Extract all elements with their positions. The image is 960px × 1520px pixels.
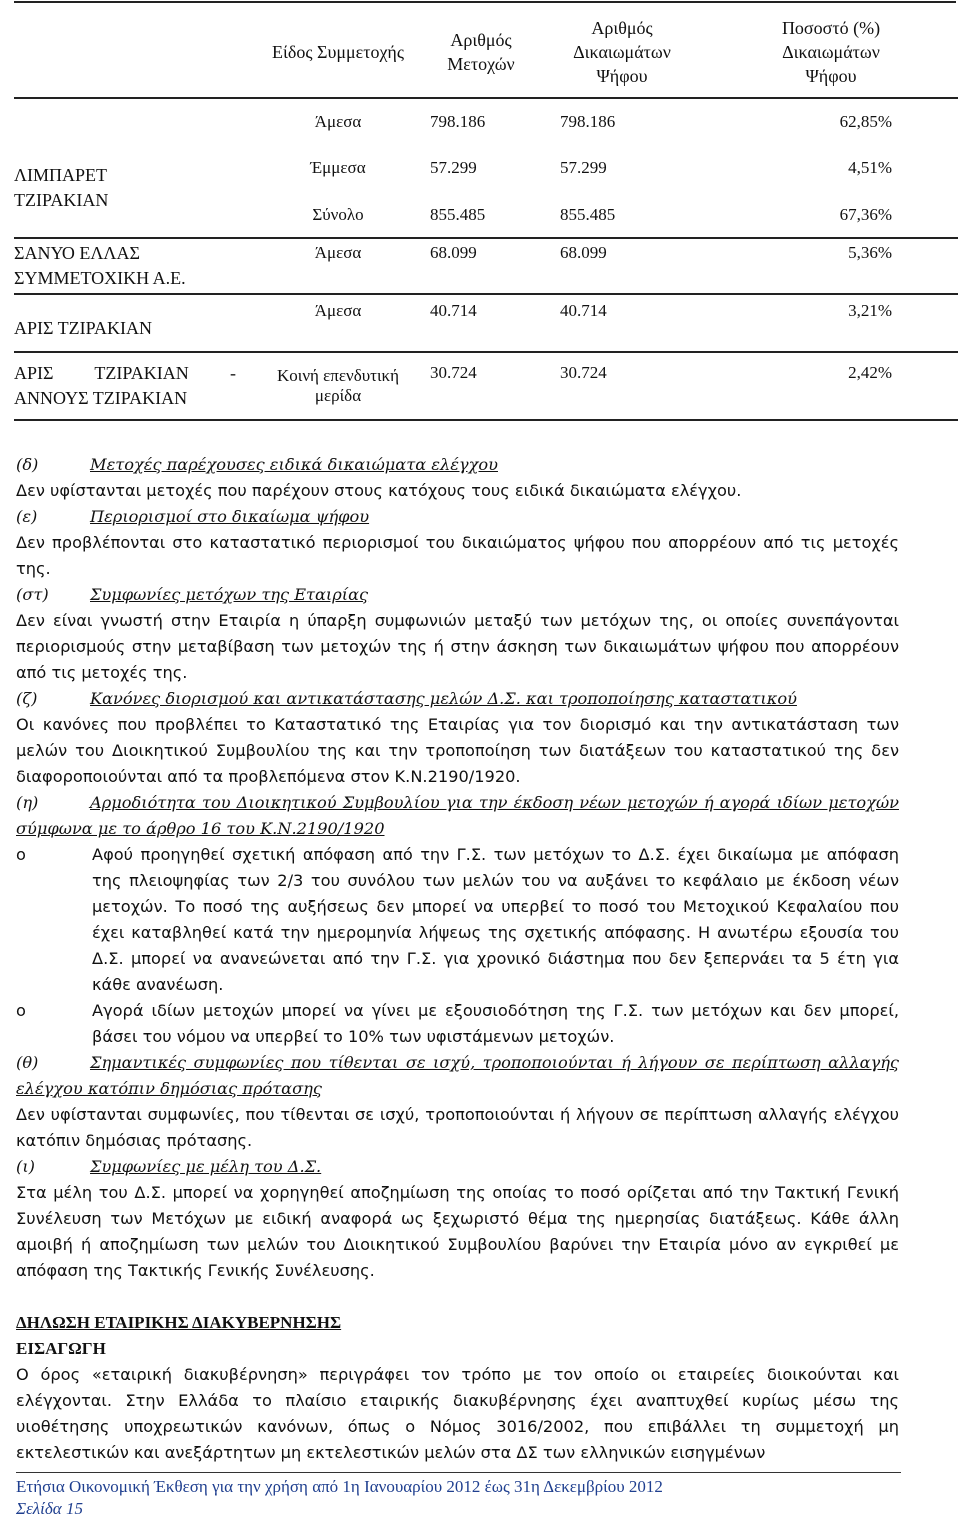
votes-value: 68.099	[560, 243, 607, 262]
document-body	[16, 452, 899, 1466]
votes-value: 57.299	[560, 158, 607, 177]
participation-type: Άμεσα	[314, 243, 362, 262]
votes-value: 855.485	[560, 204, 616, 224]
section-heading-st: (στ) Συμφωνίες μετόχων της Εταιρίας	[16, 585, 369, 604]
shareholders-table	[14, 6, 958, 421]
section-text-th: Δεν υφίστανται συμφωνίες, που τίθενται σε ισχύ, τροποποιούνται ή λήγουν σε περίπτωση αλλαγής ελέγχου κατόπιν δημόσιας πρότασης.	[16, 1105, 899, 1150]
percent-value: 4,51%	[848, 158, 892, 177]
section-heading-z: (ζ) Κανόνες διορισμού και αντικατάστασης μελών Δ.Σ. και τροποποίησης καταστατικού	[16, 689, 797, 708]
shares-value: 798.186	[430, 111, 486, 131]
section-text-st: Δεν είναι γνωστή στην Εταιρία η ύπαρξη συμφωνιών μεταξύ των μετόχων της, οι οποίες συνεπάγονται περιορισμούς στην μεταβίβαση των μετοχών της ή στην άσκηση των δικαιωμάτων ψήφου που απορρέουν από τις μετοχές της.	[16, 611, 899, 682]
percent-value: 3,21%	[848, 301, 892, 320]
section-heading-e: (ε) Περιορισμοί στο δικαίωμα ψήφου	[16, 507, 370, 526]
governance-title: ΔΗΛΩΣΗ ΕΤΑΙΡΙΚΗΣ ΔΙΑΚΥΒΕΡΝΗΣΗΣ	[16, 1313, 342, 1332]
bullet-marker: o	[16, 845, 26, 864]
section-text-e: Δεν προβλέπονται στο καταστατικό περιορισμοί του δικαιώματος ψήφου που απορρέουν από τις μετοχές της.	[16, 533, 899, 578]
table-row	[14, 98, 958, 144]
table-row	[14, 352, 958, 420]
page-footer	[16, 1476, 663, 1520]
bullet-marker: o	[16, 1001, 26, 1020]
governance-subtitle: ΕΙΣΑΓΩΓΗ	[16, 1339, 106, 1358]
percent-value: 62,85%	[839, 111, 892, 131]
section-text-d: Δεν υφίστανται μετοχές που παρέχουν στους κατόχους τους ειδικά δικαιώματα ελέγχου.	[16, 481, 742, 500]
section-heading-d: (δ) Μετοχές παρέχουσες ειδικά δικαιώματα ελέγχου	[16, 455, 498, 474]
footer-title: Ετήσια Οικονομική Έκθεση για την χρήση από 1η Ιανουαρίου 2012 έως 31η Δεκεμβρίου 2012	[16, 1477, 663, 1496]
header-voting-rights: Αριθμός Δικαιωμάτων Ψήφου	[573, 17, 671, 86]
list-item	[16, 998, 899, 1050]
holder-name: ΣΑΝΥΟ ΕΛΛΑΣ ΣΥΜΜΕΤΟΧΙΚΗ Α.Ε.	[14, 243, 186, 288]
votes-value: 30.724	[560, 363, 607, 382]
table-row	[14, 238, 958, 294]
shares-value: 30.724	[430, 363, 477, 382]
bullet-text: Αγορά ιδίων μετοχών μπορεί να γίνει με εξουσιοδότηση της Γ.Σ. των μετόχων και δεν μπορεί, βάσει του νόμου να υπερβεί το 10% των υφιστάμενων μετοχών.	[92, 1001, 899, 1046]
percent-value: 67,36%	[839, 204, 892, 224]
shares-value: 57.299	[430, 158, 477, 177]
header-participation-type: Είδος Συμμετοχής	[272, 41, 404, 62]
section-heading-th: (θ) Σημαντικές συμφωνίες που τίθενται σε ισχύ, τροποποιούνται ή λήγουν σε περίπτωση αλλαγής ελέγχου κατόπιν δημόσιας πρότασης	[16, 1053, 899, 1098]
holder-name: ΑΡΙΣ ΤΖΙΡΑΚΙΑΝ	[14, 317, 153, 338]
bullet-text: Αφού προηγηθεί σχετική απόφαση από την Γ.Σ. των μετόχων το Δ.Σ. έχει δικαίωμα με απόφαση της πλειοψηφίας των 2/3 του συνόλου των μελών του να αυξάνει το κεφάλαιο με έκδοση νέων μετοχών. Το ποσό της αυξήσεως δεν μπορεί να υπερβεί το ποσό του Μετοχικού Κεφαλαίου που έχει καταβληθεί κατά την ημερομηνία λήψεως της σχετικής απόφασης. Η ανωτέρω εξουσία του Δ.Σ. μπορεί να ανανεώνεται από την Γ.Σ. για χρονικό διάστημα που δεν ξεπερνάει τα 5 έτη για κάθε ανανέωση.	[92, 845, 899, 994]
governance-text: Ο όρος «εταιρική διακυβέρνηση» περιγράφει τον τρόπο με τον οποίο οι εταιρείες διοικούνται και ελέγχονται. Στην Ελλάδα το πλαίσιο εταιρικής διακυβέρνησης έχει αναπτυχθεί κυρίως μέσω της υιοθέτησης υποχρεωτικών κανόνων, όπως ο Νόμος 3016/2002, που επιβάλλει τη συμμετοχή μη εκτελεστικών και ανεξάρτητων μη εκτελεστικών μελών στα ΔΣ των ελληνικών εισηγμένων	[16, 1365, 899, 1462]
header-shares: Αριθμός Μετοχών	[447, 29, 515, 74]
participation-type: Κοινή επενδυτική μερίδα	[276, 366, 399, 405]
votes-value: 798.186	[560, 111, 616, 131]
percent-value: 2,42%	[848, 363, 892, 382]
table-row	[14, 294, 958, 352]
shares-value: 68.099	[430, 243, 477, 262]
section-heading-io: (ι) Συμφωνίες με μέλη του Δ.Σ.	[16, 1157, 322, 1176]
top-rule	[14, 1, 956, 3]
list-item	[16, 842, 899, 998]
section-text-io: Στα μέλη του Δ.Σ. μπορεί να χορηγηθεί αποζημίωση της οποίας το ποσό ορίζεται από την Τακτική Γενική Συνέλευση των Μετόχων με ειδική αναφορά ως ξεχωριστό θέμα της ημερησίας διατάξεως. Κάθε άλλη αμοιβή ή αποζημίωση των μελών του Διοικητικού Συμβουλίου βαρύνει την Εταιρία μόνο αν εγκριθεί με απόφαση της Τακτικής Γενικής Συνέλευσης.	[16, 1183, 899, 1280]
shares-value: 855.485	[430, 204, 486, 224]
header-voting-percent: Ποσοστό (%) Δικαιωμάτων Ψήφου	[781, 17, 881, 86]
percent-value: 5,36%	[848, 243, 892, 262]
footer-rule	[16, 1472, 901, 1473]
section-text-z: Οι κανόνες που προβλέπει το Καταστατικό της Εταιρίας για τον διορισμό και την αντικατάσταση των μελών του Διοικητικού Συμβουλίου της και την τροποποίηση των διατάξεων του καταστατικού της δεν διαφοροποιούνται από τα προβλεπόμενα στον Κ.Ν.2190/1920.	[16, 715, 899, 786]
votes-value: 40.714	[560, 301, 607, 320]
participation-type: Άμεσα	[314, 111, 362, 131]
section-heading-i: (η) Αρμοδιότητα του Διοικητικού Συμβουλίου για την έκδοση νέων μετοχών ή αγορά ιδίων μετοχών σύμφωνα με το άρθρο 16 του Κ.Ν.2190/1920	[16, 793, 899, 838]
participation-type: Έμμεσα	[310, 158, 366, 177]
participation-type: Σύνολο	[312, 204, 364, 224]
page-number: Σελίδα 15	[16, 1499, 83, 1518]
holder-name: ΛΙΜΠΑΡΕΤ ΤΖΙΡΑΚΙΑΝ	[14, 165, 109, 210]
holder-name: ΑΡΙΣ ΤΖΙΡΑΚΙΑΝ - ΑΝΝΟΥΣ ΤΖΙΡΑΚΙΑΝ	[14, 363, 236, 408]
shares-value: 40.714	[430, 301, 477, 320]
table-header-row	[14, 6, 958, 98]
participation-type: Άμεσα	[314, 301, 362, 320]
